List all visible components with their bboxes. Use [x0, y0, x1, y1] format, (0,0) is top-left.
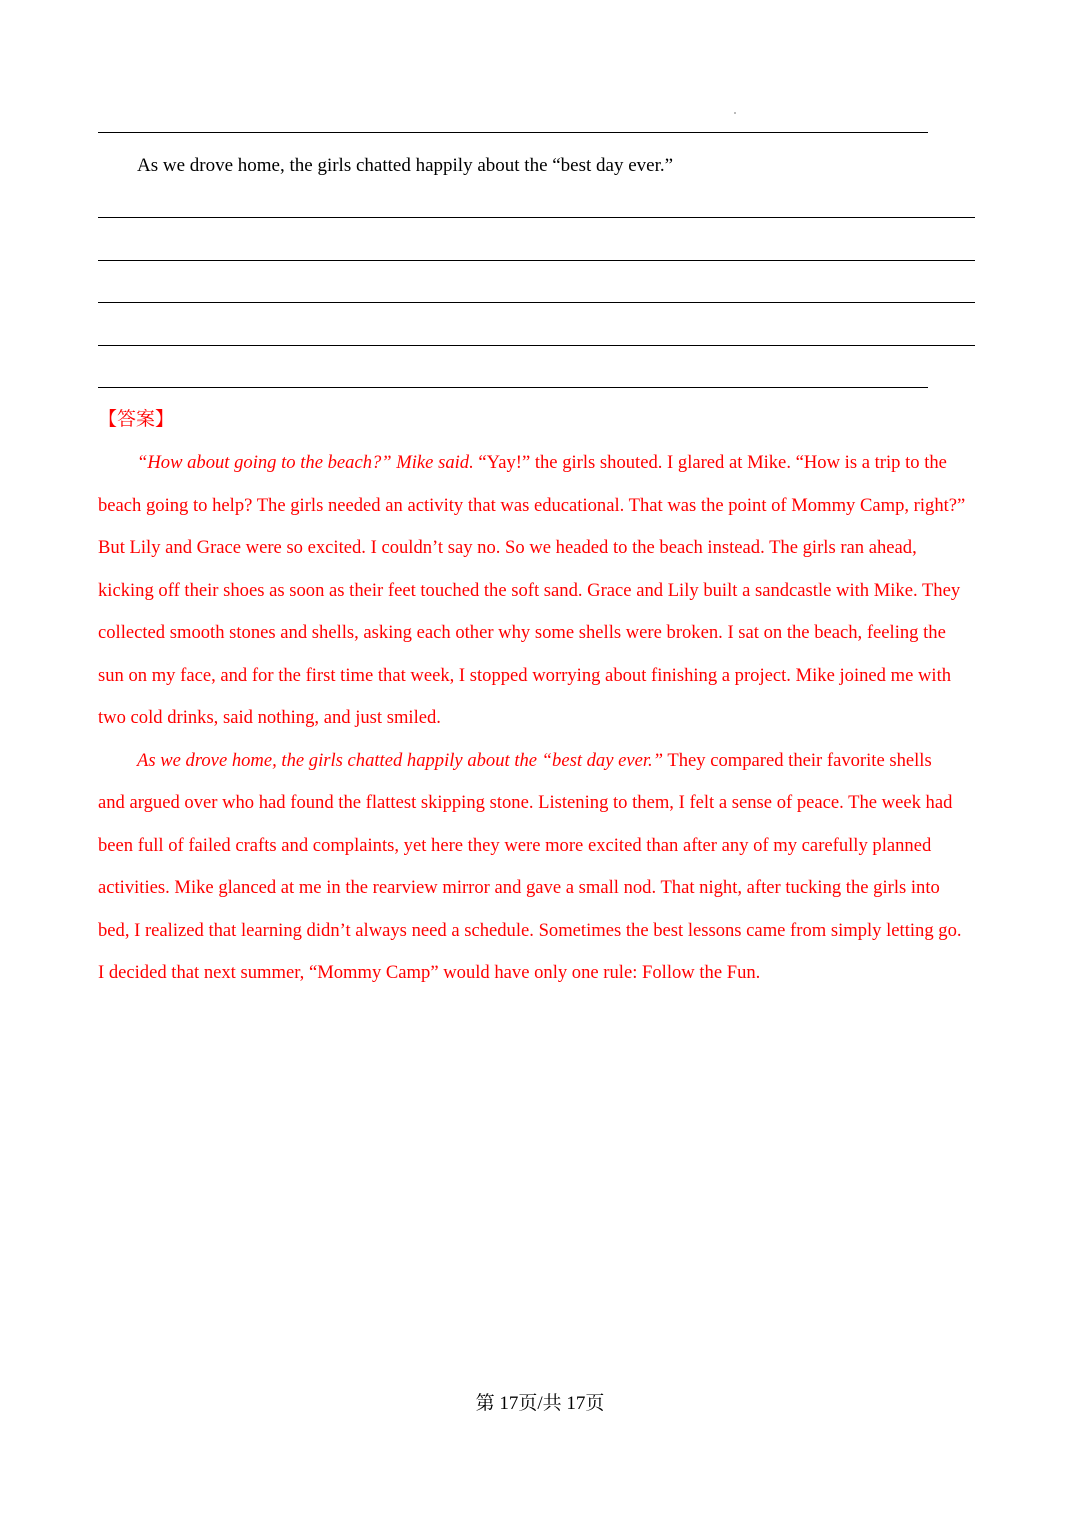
p2-opening-sentence: As we drove home, the girls chatted happily about the “best day ever.”: [137, 749, 664, 771]
answer-p1-line: collected smooth stones and shells, asking each other why some shells were broken. I sat on the beach, feeling the: [98, 622, 946, 643]
stray-dot-mark: [734, 112, 736, 114]
writing-line: [98, 217, 975, 218]
answer-p1-line: sun on my face, and for the first time that week, I stopped worrying about finishing a project. Mike joined me with: [98, 664, 952, 686]
answer-heading: 【答案】: [98, 409, 175, 430]
answer-p2-line: [98, 740, 998, 783]
answer-p2-line: been full of failed crafts and complaints, yet here they were more excited than after any of my carefully planned: [98, 834, 932, 856]
answer-p1-line: But Lily and Grace were so excited. I couldn’t say no. So we headed to the beach instead. The girls ran ahead,: [98, 537, 917, 558]
writing-line: [98, 260, 975, 261]
writing-line: [98, 132, 928, 133]
writing-line: [98, 387, 928, 388]
writing-line: [98, 345, 975, 346]
answer-p1-line: [98, 442, 998, 485]
writing-line: [98, 302, 975, 303]
answer-p2-line: I decided that next summer, “Mommy Camp” would have only one rule: Follow the Fun.: [98, 962, 761, 983]
p2-line-text: They compared their favorite shells: [663, 749, 932, 771]
p1-line-text: “Yay!” the girls shouted. I glared at Mike. “How is a trip to the: [473, 452, 947, 473]
answer-p1-line: beach going to help? The girls needed an activity that was educational. That was the point of Mommy Camp, right?”: [98, 494, 966, 516]
answer-p2-line: activities. Mike glanced at me in the rearview mirror and gave a small nod. That night, after tucking the girls into: [98, 877, 940, 898]
prompt-sentence: As we drove home, the girls chatted happily about the “best day ever.”: [137, 155, 674, 176]
answer-p1-line: two cold drinks, said nothing, and just smiled.: [98, 707, 441, 728]
p1-opening-sentence: “How about going to the beach?” Mike said.: [137, 452, 474, 473]
answer-text: [98, 442, 998, 995]
answer-p1-line: kicking off their shoes as soon as their feet touched the soft sand. Grace and Lily built a sandcastle with Mike. They: [98, 579, 961, 601]
answer-p2-line: bed, I realized that learning didn’t always need a schedule. Sometimes the best lessons came from simply letting go.: [98, 919, 962, 941]
answer-p2-line: and argued over who had found the flattest skipping stone. Listening to them, I felt a sense of peace. The week had: [98, 792, 953, 813]
page-number-footer: 第 17页/共 17页: [475, 1393, 605, 1414]
